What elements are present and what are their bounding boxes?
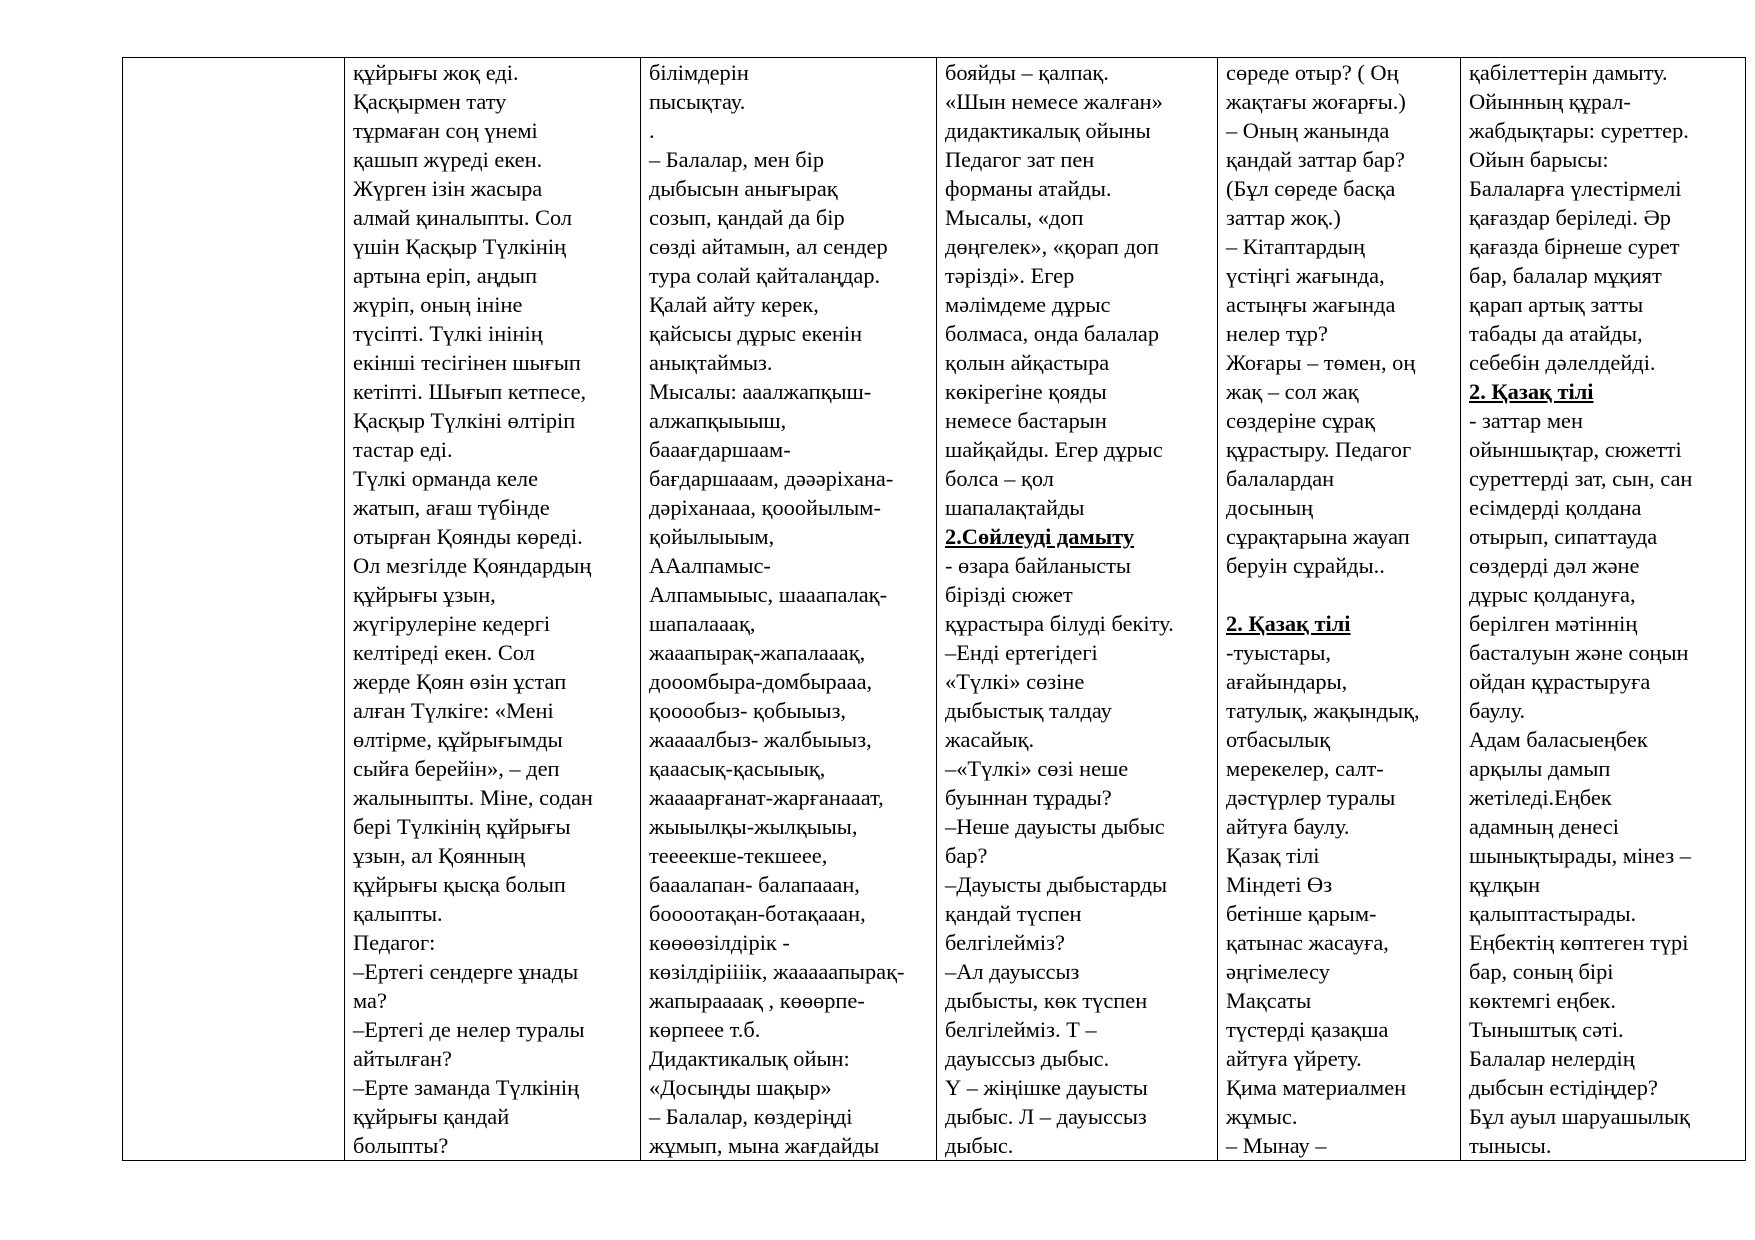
text-line: адамның денесі [1469,814,1620,839]
section-heading: 2. Қазақ тілі [1469,379,1594,404]
text-line: досының [1226,495,1314,520]
text-line: –Неше дауысты дыбыс [945,814,1165,839]
text-line: Адам баласыеңбек [1469,727,1648,752]
text-line: бері Түлкінің құйрығы [353,814,571,839]
text-line: дыбсын естідіңдер? [1469,1075,1658,1100]
text-line: бар, соның бірі [1469,959,1614,984]
text-line: Қасқырмен тату [353,89,507,114]
text-line: жүріп, оның ініне [353,292,523,317]
text-line: мәлімдеме дұрыс [945,292,1111,317]
text-line: шайқайды. Егер дұрыс [945,437,1163,462]
text-line: түстерді қазақша [1226,1017,1389,1042]
table-cell-col-2 [345,58,641,1161]
text-line: Қазақ тілі [1226,843,1320,868]
text-line: кетіпті. Шығып кетпесе, [353,379,587,404]
text-line: бар, балалар мұқият [1469,263,1662,288]
text-line: Ү – жіңішке дауысты [945,1075,1148,1100]
text-line: көрпеее т.б. [649,1017,761,1042]
text-line: бар? [945,843,988,868]
text-line: дауыссыз дыбыс. [945,1046,1110,1071]
text-line: үшін Қасқыр Түлкінің [353,234,567,259]
text-line: жұмыс. [1226,1104,1298,1129]
text-line: астыңғы жағында [1226,292,1396,317]
text-line: тура солай қайталаңдар. [649,263,881,288]
text-line: қағазда бірнеше сурет [1469,234,1680,259]
text-line: . [649,118,655,143]
text-line: құйрығы қысқа болып [353,872,566,897]
text-line: - заттар мен [1469,408,1583,433]
text-line: шынықтырады, мінез – [1469,843,1692,868]
text-line: Қалай айту керек, [649,292,819,317]
text-line: ААалпамыс- [649,553,771,578]
text-line: –Ертегі де нелер туралы [353,1017,585,1042]
text-line: көкірегіне қояды [945,379,1107,404]
text-line: немесе бастарын [945,408,1107,433]
text-line: жақтағы жоғарғы.) [1226,89,1406,114]
text-line: Ойынның құрал- [1469,89,1631,114]
text-line: созып, қандай да бір [649,205,845,230]
text-line: отбасылық [1226,727,1331,752]
text-line: қайсысы дұрыс екенін [649,321,863,346]
text-line: дәріханааа, қооойылым- [649,495,881,520]
text-line: дыбысты, көк түспен [945,988,1148,1013]
text-line: жапыраааақ , көөөрпе- [649,988,865,1013]
text-line: қойылыыым, [649,524,775,549]
text-line: Ол мезгілде Қояндардың [353,553,592,578]
text-line: Ойын барысы: [1469,147,1609,172]
text-line: екінші тесігінен шығып [353,350,581,375]
text-line: жыыылқы-жылқыыы, [649,814,858,839]
text-line: Міндеті Өз [1226,872,1333,897]
text-line: айтуға үйрету. [1226,1046,1362,1071]
text-line: беруін сұрайды.. [1226,553,1385,578]
text-line: құйрығы жоқ еді. [353,60,519,85]
text-line: жерде Қоян өзін ұстап [353,669,567,694]
text-line: – Мынау – [1226,1133,1327,1158]
text-line: мерекелер, салт- [1226,756,1384,781]
text-line: жақ – сол жақ [1226,379,1359,404]
text-line: ойдан құрастыруға [1469,669,1651,694]
text-line: Тыныштық сәті. [1469,1017,1624,1042]
text-line: жалыныпты. Міне, содан [353,785,593,810]
text-line: –«Түлкі» сөзі неше [945,756,1129,781]
text-line: - өзара байланысты [945,553,1131,578]
text-line: –Енді ертегідегі [945,640,1098,665]
text-line: құйрығы ұзын, [353,582,496,607]
text-line: жабдықтары: суреттер. [1469,118,1689,143]
text-line: алған Түлкіге: «Мені [353,698,554,723]
text-line: білімдерін [649,60,749,85]
text-line: дұрыс қолдануға, [1469,582,1636,607]
text-line: бетінше қарым- [1226,901,1377,926]
text-line: қашып жүреді екен. [353,147,543,172]
text-line: анықтаймыз. [649,350,773,375]
text-line: сұрақтарына жауап [1226,524,1410,549]
text-line: тәрізді». Егер [945,263,1075,288]
text-line: арқылы дамып [1469,756,1611,781]
text-line: қолын айқастыра [945,350,1110,375]
text-line: ағайындары, [1226,669,1348,694]
table-row [123,58,1746,1161]
text-line: –Дауысты дыбыстарды [945,872,1168,897]
text-line: Жоғары – төмен, оң [1226,350,1416,375]
text-line: ұзын, ал Қоянның [353,843,526,868]
text-line: Мақсаты [1226,988,1312,1013]
text-line: құрастыру. Педагог [1226,437,1412,462]
text-line: қандай заттар бар? [1226,147,1405,172]
text-line: заттар жоқ.) [1226,205,1341,230]
section-heading: 2. Қазақ тілі [1226,611,1351,636]
text-line: отырып, сипаттауда [1469,524,1658,549]
text-line: үстіңгі жағында, [1226,263,1385,288]
text-line: теееекше-текшеее, [649,843,828,868]
text-line: түсіпті. Түлкі інінің [353,321,543,346]
text-line: қооообыз- қобыыыз, [649,698,847,723]
text-line: дыбыс. [945,1133,1014,1158]
text-line: боооотақан-ботақааан, [649,901,866,926]
text-line: жасайық. [945,727,1035,752]
text-line: қарап артық затты [1469,292,1644,317]
text-line: табады да атайды, [1469,321,1643,346]
text-line: нелер тұр? [1226,321,1328,346]
text-line: – Оның жанында [1226,118,1390,143]
text-line: белгілейміз? [945,930,1065,955]
text-line: –Ертегі сендерге ұнады [353,959,579,984]
lesson-plan-table [122,57,1746,1161]
text-line: берілген мәтіннің [1469,611,1638,636]
text-line: сөзді айтамын, ал сендер [649,234,888,259]
text-line: пысықтау. [649,89,746,114]
text-line: қалыптастырады. [1469,901,1637,926]
text-line: құрастыра білуді бекіту. [945,611,1174,636]
text-line: құйрығы қандай [353,1104,510,1129]
text-line: бағдаршааам, дәәәріхана- [649,466,894,491]
text-line: жаааалбыз- жалбыыыз, [649,727,872,752]
text-line [1226,580,1452,609]
text-line: қандай түспен [945,901,1082,926]
text-line: дыбыстық талдау [945,698,1112,723]
text-line: Бұл ауыл шаруашылық [1469,1104,1690,1129]
text-line: буыннан тұрады? [945,785,1112,810]
text-line: балалардан [1226,466,1335,491]
text-line: артына еріп, аңдып [353,263,538,288]
text-line: жетіледі.Еңбек [1469,785,1612,810]
text-line: дыбысын анығырақ [649,176,838,201]
text-line: қабілеттерін дамыту. [1469,60,1668,85]
text-line: Түлкі орманда келе [353,466,539,491]
table-cell-col-5 [1218,58,1461,1161]
text-line: –Ал дауыссыз [945,959,1080,984]
text-line: алмай қиналыпты. Сол [353,205,573,230]
text-line: Балалар нелердің [1469,1046,1635,1071]
text-line: Педагог зат пен [945,147,1095,172]
text-line: Педагог: [353,930,436,955]
text-line: жаааарғанат-жарғанааат, [649,785,884,810]
text-line: қағаздар беріледі. Әр [1469,205,1671,230]
text-line: Мысалы: ааалжапқыш- [649,379,872,404]
text-line: форманы атайды. [945,176,1112,201]
text-line: -туыстары, [1226,640,1331,665]
text-line: тынысы. [1469,1133,1552,1158]
table-cell-col-1 [123,58,345,1161]
text-line: айтуға баулу. [1226,814,1350,839]
text-line: әңгімелесу [1226,959,1330,984]
text-line: қатынас жасауға, [1226,930,1389,955]
text-line: сөздеріне сұрақ [1226,408,1375,433]
text-line: дәстүрлер туралы [1226,785,1396,810]
text-line: жұмып, мына жағдайды [649,1133,880,1158]
text-line: көктемгі еңбек. [1469,988,1616,1013]
section-heading: 2.Сөйлеуді дамыту [945,524,1135,549]
table-cell-col-3 [641,58,937,1161]
text-line: ма? [353,988,387,1013]
text-line: қалыпты. [353,901,443,926]
text-line: басталуын және соңын [1469,640,1689,665]
text-line: тұрмаған соң үнемі [353,118,538,143]
text-line: ойыншықтар, сюжетті [1469,437,1682,462]
text-line: сөздерді дәл және [1469,553,1640,578]
text-line: Еңбектің көптеген түрі [1469,930,1689,955]
text-line: –Ерте заманда Түлкінің [353,1075,580,1100]
text-line: айтылған? [353,1046,452,1071]
text-line: бояйды – қалпақ. [945,60,1109,85]
text-line: сөреде отыр? ( Оң [1226,60,1399,85]
text-line: баулу. [1469,698,1526,723]
text-line: дыбыс. Л – дауыссыз [945,1104,1147,1129]
text-line: – Балалар, көздеріңді [649,1104,853,1129]
text-line: құлқын [1469,872,1541,897]
text-line: татулық, жақындық, [1226,698,1420,723]
text-line: болмаса, онда балалар [945,321,1160,346]
text-line: жааапырақ-жапалааақ, [649,640,866,665]
text-line: алжапқыыыш, [649,408,787,433]
text-line: жүгірулеріне кедергі [353,611,551,636]
text-line: белгілейміз. Т – [945,1017,1097,1042]
text-line: – Кітаптардың [1226,234,1365,259]
text-line: Алпамыыыс, шааапалақ- [649,582,888,607]
text-line: дооомбыра-домбырааа, [649,669,873,694]
text-line: бааағдаршаам- [649,437,791,462]
text-line: көзілдіріііік, жааааапырақ- [649,959,905,984]
text-line: болса – қол [945,466,1054,491]
text-line: бірізді сюжет [945,582,1073,607]
text-line: «Түлкі» сөзіне [945,669,1085,694]
text-line: шапалақтайды [945,495,1085,520]
text-line: – Балалар, мен бір [649,147,825,172]
text-line: келтіреді екен. Сол [353,640,535,665]
text-line: суреттерді зат, сын, сан [1469,466,1693,491]
text-line: Балаларға үлестірмелі [1469,176,1682,201]
text-line: шапалааақ, [649,611,756,636]
text-line: тастар еді. [353,437,453,462]
text-line: Жүрген ізін жасыра [353,176,543,201]
table-cell-col-6 [1461,58,1746,1161]
text-line: «Досыңды шақыр» [649,1075,832,1100]
text-line: дидактикалық ойыны [945,118,1151,143]
table-cell-col-4 [937,58,1218,1161]
text-line: Дидактикалық ойын: [649,1046,850,1071]
text-line: отырған Қоянды көреді. [353,524,583,549]
text-line: (Бұл сөреде басқа [1226,176,1396,201]
text-line: Қасқыр Түлкіні өлтіріп [353,408,576,433]
text-line: дөңгелек», «қорап доп [945,234,1160,259]
text-line: Қима материалмен [1226,1075,1407,1100]
text-line: есімдерді қолдана [1469,495,1642,520]
text-line: қааасық-қасыыық, [649,756,826,781]
text-line: бааалапан- балапааан, [649,872,860,897]
text-line: болыпты? [353,1133,449,1158]
text-line: себебін дәлелдейді. [1469,350,1656,375]
text-line: сыйға берейін», – деп [353,756,560,781]
text-line: жатып, ағаш түбінде [353,495,550,520]
text-line: Мысалы, «доп [945,205,1084,230]
text-line: «Шын немесе жалған» [945,89,1163,114]
text-line: өлтірме, құйрығымды [353,727,563,752]
text-line: көөөөзілдірік - [649,930,790,955]
